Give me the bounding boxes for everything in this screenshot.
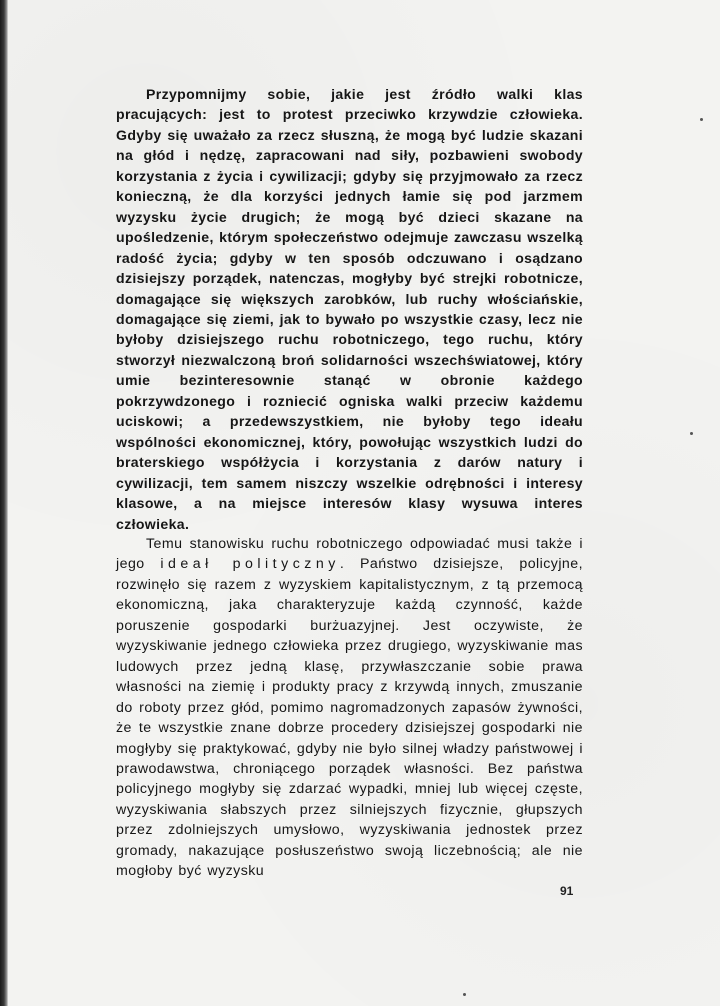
paragraph-1: Przypomnijmy sobie, jakie jest źródło walki klas pracujących: jest to protest przeciwko krzywdzie człowieka. Gdyby się uważało za rzecz słuszną, że mogą być ludzie skazani na głód i nędzę, zapracowani nad siły, pozbawieni swobody korzystania z życia i cywilizacji; gdyby się przyjmowało za rzecz konieczną, że dla korzyści jednych łamie się pod jarzmem wyzysku życie drugich; że mogą być dzieci skazane na upośledzenie, którym społeczeństwo odejmuje zawczasu wszelką radość życia; gdyby w ten sposób odczuwano i osądzano dzisiejszy porządek, natenczas, mogłyby być strejki robotnicze, domagające się większych zarobków, lub ruchy włościańskie, domagające się ziemi, jak to bywało po wszystkie czasy, lecz nie byłoby dzisiejszego ruchu robotniczego, tego ruchu, który stworzył niezwalczoną broń solidarności wszechświatowej, który umie bezinteresownie stanąć w obronie każdego pokrzywdzonego i rozniecić ogniska walki przeciw każdemu uciskowi; a przedewszystkiem, nie byłoby tego ideału wspólności ekonomicznej, który, powołując wszystkich ludzi do braterskiego współżycia i korzystania z darów natury i cywilizacji, tem samem niszczy wszelkie odrębności i interesy klasowe, a na miejsce interesów klasy wysuwa interes człowieka. [116, 86, 583, 532]
emphasized-phrase: ideał polityczny [160, 556, 340, 573]
paragraph-2 [116, 534, 583, 882]
body-text [116, 84, 583, 882]
page-spine-edge [0, 0, 8, 1006]
paragraph-2-start: Temu stanowisku ruchu robotniczego odpowiadać musi także i jego [116, 535, 583, 573]
speck-mark [690, 432, 693, 435]
page-number: 91 [560, 884, 574, 898]
speck-mark [700, 118, 703, 121]
paragraph-2-rest: . Państwo dzisiejsze, policyjne, rozwinęło się razem z wyzyskiem kapitalistycznym, z tą przemocą ekonomiczną, jaka charakteryzuje każdą czynność, każde poruszenie gospodarki burżuazyjnej. Jest oczywiste, że wyzyskiwanie jednego człowieka przez drugiego, wyzyskiwanie mas ludowych przez jedną klasę, przywłaszczanie sobie prawa własności na ziemię i produkty pracy z krzywdą innych, zmuszanie do roboty przez głód, pomimo nagromadzonych zapasów żywności, że te wszystkie znane dobrze procedery dzisiejszej gospodarki nie mogłyby się praktykować, gdyby nie było silnej władzy państwowej i prawodawstwa, chroniącego porządek własności. Bez państwa policyjnego mogłyby się zdarzać wypadki, mniej lub więcej częste, wyzyskiwania słabszych przez silniejszych fizycznie, głupszych przez zdolniejszych umysłowo, wyzyskiwania jednostek przez gromady, nakazujące posłuszeństwo swoją liczebnością; ale nie mogłoby być wyzysku [116, 556, 583, 880]
speck-mark [463, 993, 466, 996]
